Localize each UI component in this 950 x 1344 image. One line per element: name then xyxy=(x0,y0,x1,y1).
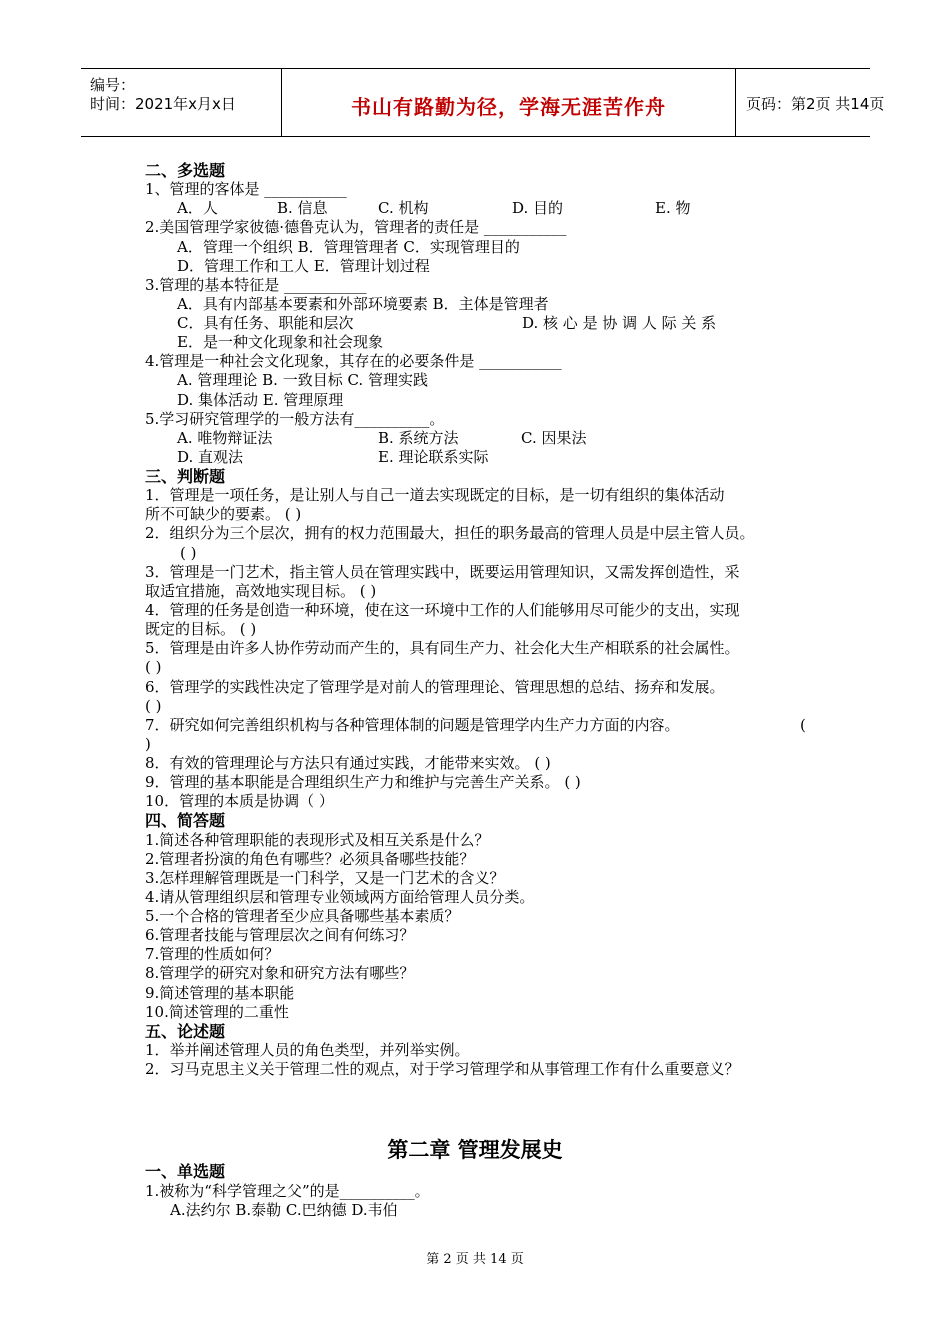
text-line: 10．管理的本质是协调（ ） xyxy=(145,792,334,811)
text-line: 1.被称为“科学管理之父”的是__________。 xyxy=(145,1181,430,1200)
text-line: 取适宜措施，高效地实现目标。 ( ) xyxy=(145,581,377,600)
text-line: D．管理工作和工人 E．管理计划过程 xyxy=(177,256,430,275)
text-line: 既定的目标。 ( ) xyxy=(145,620,257,639)
text-line: A．人 xyxy=(177,199,218,218)
text-line: C．具有任务、职能和层次 xyxy=(177,314,354,333)
section-heading: 四、简答题 xyxy=(145,811,226,831)
text-line: 2．组织分为三个层次，拥有的权力范围最大，担任的职务最高的管理人员是中层主管人员。 xyxy=(145,524,755,543)
text-line: D. 集体活动 E. 管理原理 xyxy=(177,390,344,409)
text-line: 5.一个合格的管理者至少应具备哪些基本素质？ xyxy=(145,907,460,926)
text-line: 7.管理的性质如何？ xyxy=(145,945,280,964)
text-line: 3．管理是一门艺术，指主管人员在管理实践中，既要运用管理知识，又需发挥创造性，采 xyxy=(145,562,740,581)
option-item: C. 机构 xyxy=(378,199,429,218)
text-line: 7．研究如何完善组织机构与各种管理体制的问题是管理学内生产力方面的内容。 xyxy=(145,715,680,734)
text-line: A．具有内部基本要素和外部环境要素 B．主体是管理者 xyxy=(177,294,549,313)
text-line: 4.请从管理组织层和管理专业领域两方面给管理人员分类。 xyxy=(145,887,535,906)
text-line: D. 直观法 xyxy=(177,447,244,466)
option-item: E. 物 xyxy=(655,199,691,218)
text-line: 4．管理的任务是创造一种环境，使在这一环境中工作的人们能够用尽可能少的支出，实现 xyxy=(145,600,740,619)
motto-text: 书山有路勤为径，学海无涯苦作舟 xyxy=(351,95,666,119)
text-line: A. 唯物辩证法 xyxy=(177,428,273,447)
text-line: A. 管理理论 B. 一致目标 C. 管理实践 xyxy=(177,371,428,390)
chapter-title: 第二章 管理发展史 xyxy=(387,1138,563,1162)
text-line: A.法约尔 B.泰勒 C.巴纳德 D.韦伯 xyxy=(170,1201,398,1219)
option-item: D. 核 心 是 协 调 人 际 关 系 xyxy=(522,314,717,333)
option-item: ( xyxy=(800,715,806,734)
page-footer: 第 2 页 共 14 页 xyxy=(426,1252,524,1267)
text-line: 9.简述管理的基本职能 xyxy=(145,983,295,1002)
text-line: 6.管理者技能与管理层次之间有何练习？ xyxy=(145,926,415,945)
text-line: ) xyxy=(145,734,151,753)
text-line: E．是一种文化现象和社会现象 xyxy=(177,333,383,352)
text-line: 4.管理是一种社会文化现象，其存在的必要条件是 ___________ xyxy=(145,352,562,371)
text-line: ( ) xyxy=(145,658,162,677)
option-item: D. 目的 xyxy=(512,199,564,218)
option-item: E. 理论联系实际 xyxy=(378,447,489,466)
text-line: A．管理一个组织 B．管理管理者 C．实现管理目的 xyxy=(177,237,520,256)
text-line: 1．管理是一项任务，是让别人与自己一道去实现既定的目标，是一切有组织的集体活动 xyxy=(145,486,725,505)
section-heading: 五、论述题 xyxy=(145,1021,226,1041)
page-header xyxy=(81,68,885,137)
text-line: 1.简述各种管理职能的表现形式及相互关系是什么？ xyxy=(145,830,490,849)
text-line: 8．有效的管理理论与方法只有通过实践，才能带来实效。 ( ) xyxy=(145,754,551,773)
page-code: 页码：第2页 共14页 xyxy=(746,95,885,113)
text-line: 1．举并阐述管理人员的角色类型，并列举实例。 xyxy=(145,1040,470,1059)
text-line: 2．习马克思主义关于管理二性的观点，对于学习管理学和从事管理工作有什么重要意义？ xyxy=(145,1060,740,1079)
option-item: B. 系统方法 xyxy=(378,428,459,447)
section-heading: 二、多选题 xyxy=(145,161,226,180)
option-item: C. 因果法 xyxy=(521,428,587,447)
section-heading: 一、单选题 xyxy=(145,1162,226,1181)
header-page-cell xyxy=(736,69,885,136)
text-line: ( ) xyxy=(145,696,162,715)
text-line: 5.学习研究管理学的一般方法有__________。 xyxy=(145,409,445,428)
text-line: 8.管理学的研究对象和研究方法有哪些？ xyxy=(145,964,415,983)
section-heading: 三、判断题 xyxy=(145,467,226,487)
text-line: 1、管理的客体是 ___________ xyxy=(145,180,347,199)
document-number-label: 编号： xyxy=(90,76,136,94)
text-line: ( ) xyxy=(180,543,197,562)
text-line: 3.管理的基本特征是 ___________ xyxy=(145,275,367,294)
text-line: 10.简述管理的二重性 xyxy=(145,1002,289,1021)
text-line: 3.怎样理解管理既是一门科学，又是一门艺术的含义？ xyxy=(145,868,505,887)
text-line: 9．管理的基本职能是合理组织生产力和维护与完善生产关系。 ( ) xyxy=(145,773,581,792)
text-line: 6．管理学的实践性决定了管理学是对前人的管理理论、管理思想的总结、扬弃和发展。 xyxy=(145,677,725,696)
text-line: 2.管理者扮演的角色有哪些？必须具备哪些技能？ xyxy=(145,849,475,868)
text-line: 5．管理是由许多人协作劳动而产生的，具有同生产力、社会化大生产相联系的社会属性。 xyxy=(145,639,740,658)
text-line: 所不可缺少的要素。 ( ) xyxy=(145,505,302,524)
header-meta-cell xyxy=(81,69,281,136)
option-item: B. 信息 xyxy=(277,199,328,218)
text-line: 2.美国管理学家彼德·德鲁克认为，管理者的责任是 ___________ xyxy=(145,218,567,237)
header-motto-cell xyxy=(281,69,736,136)
document-time-label: 时间：2021年x月x日 xyxy=(90,95,236,113)
